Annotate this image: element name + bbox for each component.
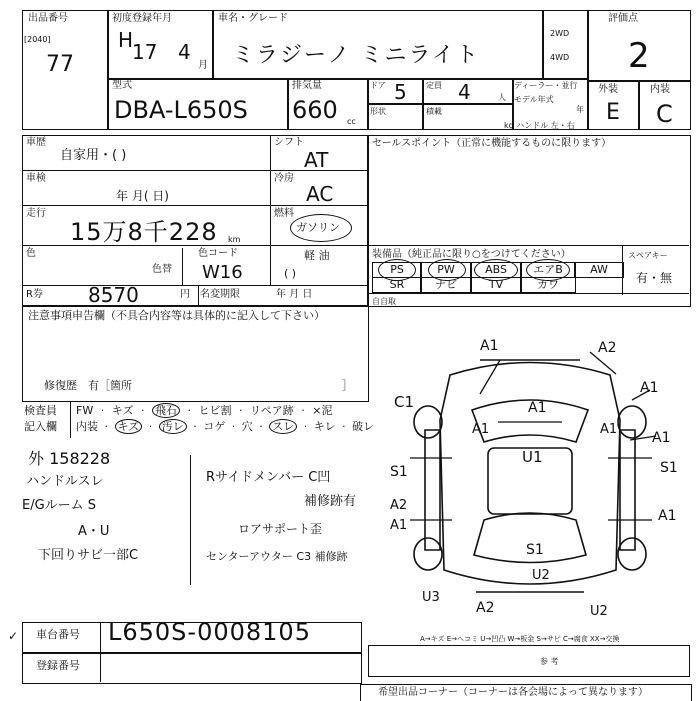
chk-sure: スレ	[269, 419, 297, 434]
drive-4wd: 4WD	[550, 53, 570, 62]
year-suffix: 年	[576, 105, 584, 114]
dealer-label: ディーラー・並行	[514, 81, 578, 90]
mark-12: A2	[390, 498, 408, 513]
capacity-unit: 人	[498, 93, 506, 102]
doors-value: 5	[394, 80, 407, 104]
comment-right-3: ロアサポート歪	[238, 522, 323, 536]
mark-4: C1	[394, 393, 415, 411]
chk-ana: 穴	[241, 420, 253, 433]
comment-right-1: Rサイドメンバー C凹	[206, 470, 331, 485]
mark-8: A1	[652, 430, 671, 446]
equip-ps: PS	[372, 262, 422, 278]
mark-18: A2	[476, 600, 495, 616]
mark-11: S1	[660, 460, 678, 476]
equip-leather: カワ	[520, 277, 576, 293]
kg-handle: kg ハンドル 左・右	[504, 121, 575, 130]
spare-value: 有・無	[636, 271, 673, 285]
chk-yogore: 汚レ	[159, 419, 187, 434]
mark-1: A1	[480, 338, 499, 354]
registration-label: 登録番号	[36, 659, 80, 672]
colorcode-label: 色コード	[198, 248, 238, 259]
mark-2: A2	[598, 340, 617, 356]
first-reg-month: 4	[178, 40, 191, 64]
comment-left-3: E/Gルーム S	[22, 498, 97, 513]
equip-tv: TV	[470, 277, 522, 293]
mark-14: A1	[658, 508, 677, 524]
km-unit: km	[228, 235, 241, 244]
recycle-label: R券	[26, 289, 43, 300]
entry-label: 記入欄	[24, 420, 57, 433]
mark-6: A1	[472, 422, 490, 437]
mark-3: A1	[640, 380, 659, 396]
mileage-label: 走行	[26, 208, 46, 219]
interior-label: 内装	[650, 84, 670, 95]
footer-text: 希望出品コーナー（コーナーは各会場によって異なります）	[378, 687, 648, 698]
name-change-value: 年 月 日	[276, 289, 313, 300]
equipment-label: 装備品（純正品に限り○をつけてください）	[372, 249, 571, 260]
spare-label: スペアキー	[628, 251, 668, 260]
chassis-value: L650S-0008105	[108, 618, 311, 646]
fuel-circle	[290, 214, 352, 242]
mark-16: U2	[532, 568, 550, 583]
equip-aw: AW	[574, 262, 624, 278]
drive-2wd: 2WD	[550, 29, 570, 38]
fuel-paren: ( )	[284, 267, 297, 280]
fuel-light: 軽 油	[304, 249, 330, 262]
type-label: 型式	[112, 80, 132, 91]
legend-box	[368, 645, 690, 677]
equip-pw-circle	[428, 259, 466, 281]
fuel-label: 燃料	[274, 208, 294, 219]
displacement-label: 排気量	[292, 80, 322, 91]
yen-unit: 円	[180, 289, 190, 300]
capacity-label: 定員	[426, 81, 442, 90]
ac-value: AC	[306, 182, 334, 206]
score-label: 評価点	[608, 13, 638, 24]
inspector-label: 検査員	[24, 404, 57, 417]
shift-label: シフト	[274, 137, 304, 148]
legend-ref: 参 考	[540, 657, 559, 666]
comment-left-1: 外 158228	[28, 449, 111, 468]
equip-navi: ナビ	[420, 277, 472, 293]
equip-airbag-circle	[526, 259, 570, 281]
load-label: 積載	[426, 107, 442, 116]
drive-box	[542, 10, 589, 80]
colorcode-value: W16	[202, 262, 243, 283]
lot-sub: [2040]	[24, 35, 51, 44]
equip-pw: PW	[420, 262, 472, 278]
model-year-label: モデル年式	[514, 95, 554, 104]
color-label: 色	[26, 248, 36, 259]
mark-19: U2	[590, 604, 608, 619]
capacity-value: 4	[458, 80, 471, 104]
mark-7: A1	[600, 422, 618, 437]
comment-left-4: A・U	[78, 524, 110, 539]
name-change-label: 名変期限	[200, 289, 240, 300]
first-reg-year: 17	[132, 40, 158, 64]
exterior-grade: E	[606, 100, 620, 125]
usage-value: 自家用・( )	[60, 148, 127, 163]
interior-grade: C	[656, 100, 673, 128]
equip-abs-circle	[474, 259, 518, 281]
mark-15: S1	[526, 542, 544, 558]
displacement-value: 660	[292, 96, 338, 124]
mark-9: U1	[522, 448, 543, 466]
chk-kire: キレ	[313, 420, 336, 433]
notes-title: 注意事項申告欄（不具合内容等は具体的に記入して下さい）	[28, 309, 325, 322]
first-reg-label: 初度登録年月	[112, 13, 172, 24]
model-name: ミラジーノ ミニライト	[232, 43, 480, 68]
repair-label: 修復歴 有［箇所	[44, 379, 132, 392]
lot-label: 出品番号	[28, 13, 68, 24]
sticker-label: 自自取	[372, 297, 396, 306]
model-label: 車名・グレード	[218, 13, 288, 24]
inspector-row1: FW · キズ · 飛石 · ヒビ割 · リペア跡 · ×泥	[76, 404, 333, 417]
chk-interior: 内装	[76, 420, 98, 433]
month-unit: 月	[198, 60, 208, 71]
comment-left-2: ハンドルスレ	[26, 474, 104, 489]
equip-airbag: エアB	[520, 262, 576, 278]
doors-label: ドア	[370, 81, 386, 90]
mark-17: U3	[422, 590, 440, 605]
chk-doro: ×泥	[312, 404, 333, 417]
lot-number: 77	[46, 52, 74, 77]
chk-hibi: ヒビ割	[198, 404, 232, 417]
inspector-row2: 内装 · キズ · 汚レ · コゲ · 穴 · スレ · キレ · 破レ	[76, 420, 375, 433]
shape-label: 形状	[370, 107, 386, 116]
type-value: DBA-L650S	[114, 96, 248, 124]
legend-text: A→キズ E→ヘコミ U→凹凸 W→板金 S→サビ C→腐食 XX→交換	[420, 635, 620, 643]
check-mark: ✓	[8, 629, 19, 643]
fuel-gas: ガソリン	[296, 221, 340, 234]
exterior-label: 外装	[598, 84, 618, 95]
mileage-value: 15万8千228	[70, 218, 218, 246]
mark-5: A1	[528, 400, 547, 416]
shift-value: AT	[304, 148, 329, 172]
chk-yabure: 破レ	[352, 420, 375, 433]
equip-ps-circle	[378, 259, 416, 281]
first-reg-era: H	[118, 28, 134, 52]
chk-tobiishi: 飛石	[152, 403, 180, 418]
chk-fw: FW	[76, 404, 94, 417]
chassis-label: 車台番号	[36, 628, 80, 641]
cc-unit: cc	[347, 117, 356, 126]
ac-label: 冷房	[274, 173, 294, 184]
chk-kizu: キズ	[111, 404, 134, 417]
equip-sr: SR	[372, 277, 422, 293]
color-change-label: 色替	[152, 264, 172, 275]
comment-right-2: 補修跡有	[304, 494, 357, 509]
comment-right-4: センターアウター C3 補修跡	[206, 550, 348, 563]
chk-int-kizu: キズ	[115, 419, 143, 434]
inspection-value: 年 月( 日)	[116, 189, 169, 203]
inspection-label: 車検	[26, 173, 46, 184]
sales-point-label: セールスポイント（正常に機能するものに限ります）	[372, 138, 612, 149]
chk-koge: コゲ	[203, 420, 226, 433]
repair-end: ］	[342, 379, 353, 392]
score-value: 2	[628, 36, 650, 76]
equip-abs: ABS	[470, 262, 522, 278]
comment-left-5: 下回りサビ一部C	[38, 548, 139, 563]
mark-10: S1	[390, 464, 408, 480]
usage-label: 車歴	[26, 137, 46, 148]
mark-13: A1	[390, 518, 408, 533]
chk-repair: リペア跡	[250, 404, 294, 417]
recycle-value: 8570	[88, 283, 139, 307]
